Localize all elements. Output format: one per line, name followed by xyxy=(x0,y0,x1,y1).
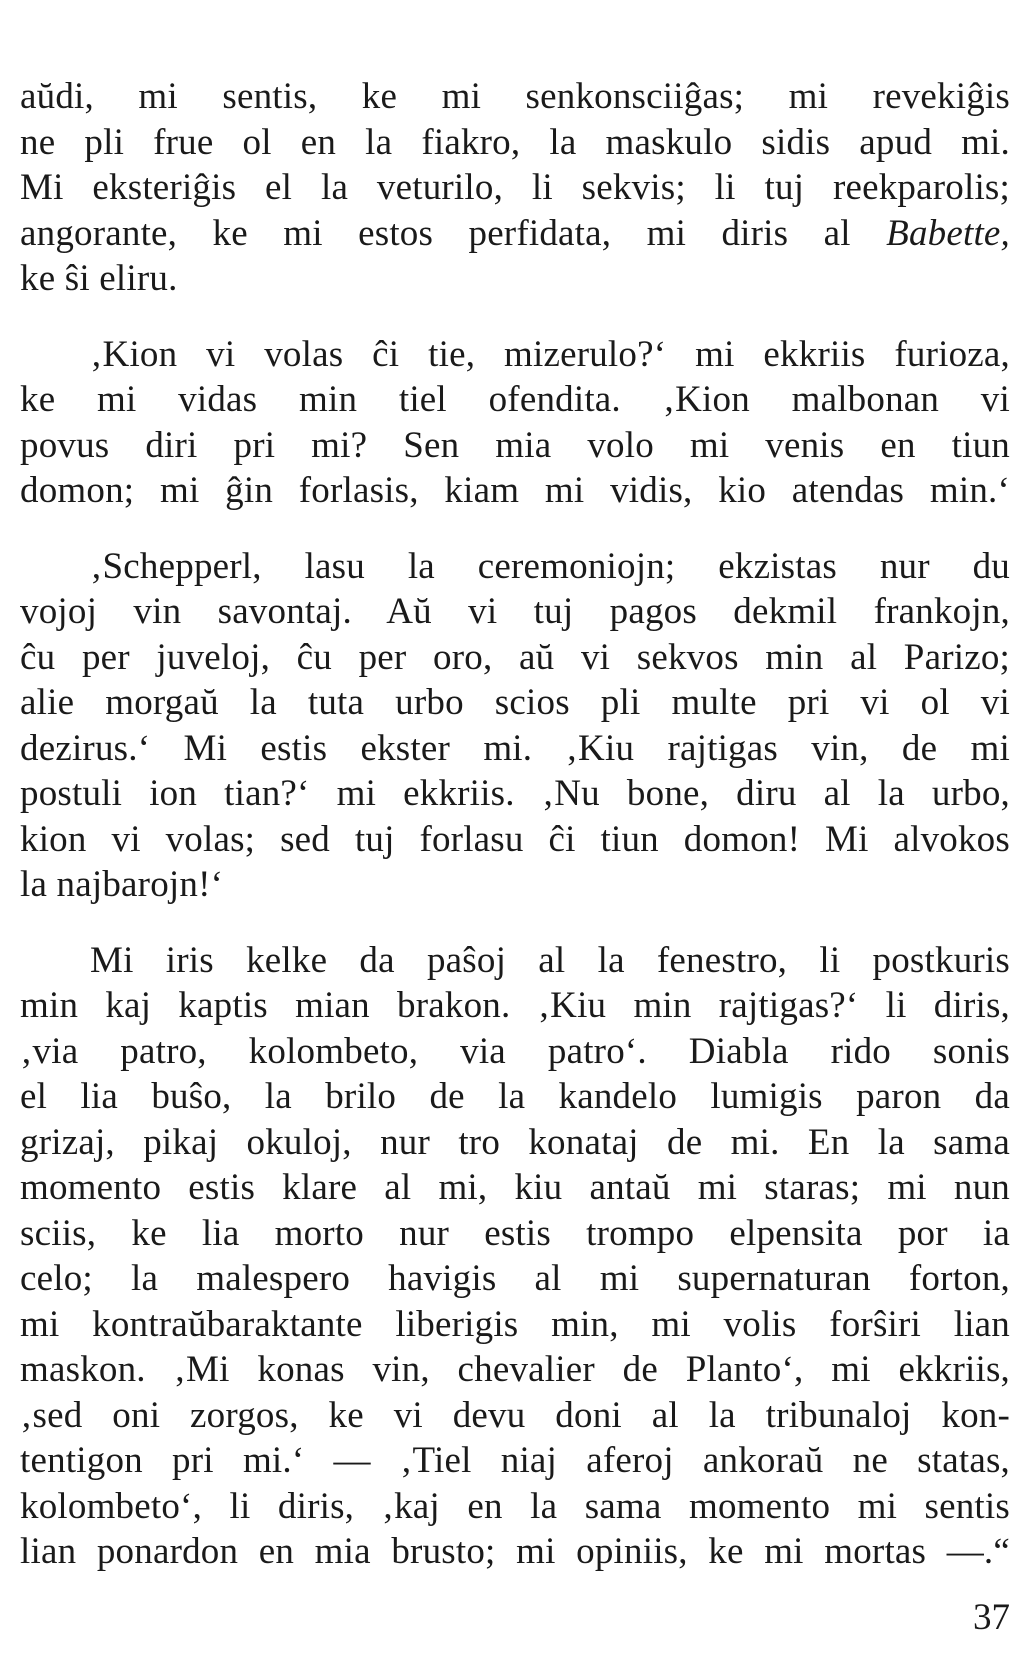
text-line: Mi eksteriĝis el la veturilo, li sekvis; li tuj reekparolis; xyxy=(20,167,1010,208)
text-line: tentigon pri mi.‘ — ‚Tiel niaj aferoj ankoraŭ ne statas, xyxy=(20,1440,1010,1481)
text-line: ke mi vidas min tiel ofendita. ‚Kion malbonan vi xyxy=(20,379,1010,420)
text-line: ‚Kion vi volas ĉi tie, mizerulo?‘ mi ekkriis furioza, xyxy=(90,333,1010,375)
text-line: lian ponardon en mia brusto; mi opiniis, ke mi mortas —.“ xyxy=(20,1531,1010,1572)
text-line: vojoj vin savontaj. Aŭ vi tuj pagos dekmil frankojn, xyxy=(20,591,1010,632)
paragraph-gap xyxy=(20,514,1010,544)
text-line: ĉu per juveloj, ĉu per oro, aŭ vi sekvos min al Parizo; xyxy=(20,636,1010,678)
text-line: kolombeto‘, li diris, ‚kaj en la sama momento mi sentis xyxy=(20,1485,1010,1527)
text-line-part: angorante, ke mi estos perfidata, mi diris al xyxy=(20,212,887,254)
text-line: ke ŝi eliru. xyxy=(20,258,178,299)
paragraph-gap xyxy=(20,908,1010,938)
text-line: mi kontraŭbaraktante liberigis min, mi volis forŝiri lian xyxy=(20,1303,1010,1345)
paragraph-4 xyxy=(20,938,1010,1575)
text-line: momento estis klare al mi, kiu antaŭ mi staras; mi nun xyxy=(20,1167,1010,1208)
text-line: min kaj kaptis mian brakon. ‚Kiu min rajtigas?‘ li diris, xyxy=(20,985,1010,1026)
text-line: el lia buŝo, la brilo de la kandelo lumigis paron da xyxy=(20,1076,1010,1117)
italic-name: Babette, xyxy=(886,212,1010,254)
text-line: ‚sed oni zorgos, ke vi devu doni al la tribunaloj kon- xyxy=(20,1394,1010,1436)
paragraph-3 xyxy=(20,544,1010,908)
text-line xyxy=(20,211,1010,257)
text-line: maskon. ‚Mi konas vin, chevalier de Planto‘, mi ekkriis, xyxy=(20,1349,1010,1390)
text-line: postuli ion tian?‘ mi ekkriis. ‚Nu bone, diru al la urbo, xyxy=(20,773,1010,814)
text-line: ‚via patro, kolombeto, via patro‘. Diabla rido sonis xyxy=(20,1030,1010,1072)
paragraph-2 xyxy=(20,332,1010,514)
text-line: alie morgaŭ la tuta urbo scios pli multe pri vi ol vi xyxy=(20,682,1010,723)
text-line: sciis, ke lia morto nur estis trompo elpensita por ia xyxy=(20,1212,1010,1254)
paragraph-1 xyxy=(20,74,1010,302)
text-line: domon; mi ĝin forlasis, kiam mi vidis, kio atendas min.‘ xyxy=(20,470,1010,511)
text-line: dezirus.‘ Mi estis ekster mi. ‚Kiu rajtigas vin, de mi xyxy=(20,727,1010,769)
text-line: celo; la malespero havigis al mi supernaturan forton, xyxy=(20,1258,1010,1299)
text-line: Mi iris kelke da paŝoj al la fenestro, li postkuris xyxy=(90,939,1010,981)
text-line: ne pli frue ol en la fiakro, la maskulo sidis apud mi. xyxy=(20,121,1010,163)
text-line: grizaj, pikaj okuloj, nur tro konataj de mi. En la sama xyxy=(20,1121,1010,1163)
text-line: la najbarojn!‘ xyxy=(20,864,224,905)
text-block xyxy=(20,74,1010,1575)
text-line: aŭdi, mi sentis, ke mi senkonsciiĝas; mi revekiĝis xyxy=(20,76,1010,117)
text-line: povus diri pri mi? Sen mia volo mi venis en tiun xyxy=(20,424,1010,466)
text-line: ‚Schepperl, lasu la ceremoniojn; ekzistas nur du xyxy=(90,545,1010,587)
text-line: kion vi volas; sed tuj forlasu ĉi tiun domon! Mi alvokos xyxy=(20,818,1010,860)
page-number: 37 xyxy=(973,1597,1010,1638)
paragraph-gap xyxy=(20,302,1010,332)
